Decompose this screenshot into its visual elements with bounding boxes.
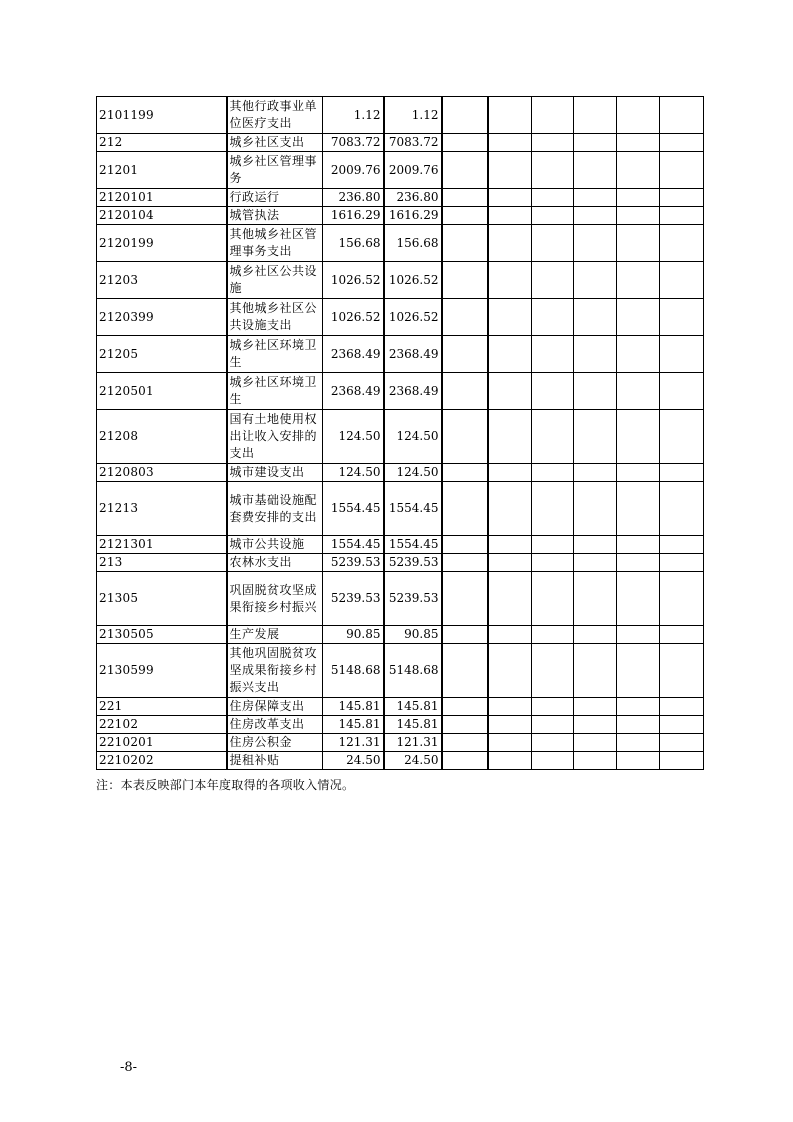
subject-name-cell: 生产发展 — [227, 626, 323, 644]
subject-name-cell: 城乡社区环境卫生 — [227, 373, 323, 410]
general-budget-amount-cell: 124.50 — [384, 410, 442, 464]
empty-cell — [574, 464, 617, 482]
empty-cell — [442, 644, 488, 698]
general-budget-amount-cell: 1026.52 — [384, 262, 442, 299]
empty-cell — [442, 152, 488, 189]
empty-cell — [617, 626, 660, 644]
empty-cell — [574, 752, 617, 770]
empty-cell — [488, 336, 532, 373]
empty-cell — [574, 698, 617, 716]
empty-cell — [617, 572, 660, 626]
table-row — [97, 97, 704, 134]
table-row — [97, 536, 704, 554]
empty-cell — [617, 373, 660, 410]
empty-cell — [532, 572, 574, 626]
table-row — [97, 626, 704, 644]
total-amount-cell: 145.81 — [323, 716, 384, 734]
empty-cell — [660, 626, 704, 644]
subject-code-cell: 21305 — [97, 572, 227, 626]
empty-cell — [617, 97, 660, 134]
empty-cell — [488, 152, 532, 189]
table-row — [97, 189, 704, 207]
empty-cell — [488, 134, 532, 152]
general-budget-amount-cell: 5239.53 — [384, 572, 442, 626]
total-amount-cell: 236.80 — [323, 189, 384, 207]
empty-cell — [488, 536, 532, 554]
subject-name-cell: 住房公积金 — [227, 734, 323, 752]
subject-name-cell: 巩固脱贫攻坚成果衔接乡村振兴 — [227, 572, 323, 626]
general-budget-amount-cell: 90.85 — [384, 626, 442, 644]
empty-cell — [617, 410, 660, 464]
subject-name-cell: 城市基础设施配套费安排的支出 — [227, 482, 323, 536]
general-budget-amount-cell: 145.81 — [384, 716, 442, 734]
empty-cell — [442, 207, 488, 225]
empty-cell — [442, 189, 488, 207]
empty-cell — [488, 752, 532, 770]
empty-cell — [442, 536, 488, 554]
empty-cell — [574, 734, 617, 752]
empty-cell — [442, 482, 488, 536]
empty-cell — [617, 734, 660, 752]
empty-cell — [660, 189, 704, 207]
total-amount-cell: 7083.72 — [323, 134, 384, 152]
empty-cell — [660, 716, 704, 734]
empty-cell — [660, 410, 704, 464]
empty-cell — [660, 336, 704, 373]
empty-cell — [660, 734, 704, 752]
general-budget-amount-cell: 124.50 — [384, 464, 442, 482]
empty-cell — [574, 373, 617, 410]
empty-cell — [617, 644, 660, 698]
table-row — [97, 572, 704, 626]
empty-cell — [660, 644, 704, 698]
empty-cell — [574, 225, 617, 262]
empty-cell — [617, 464, 660, 482]
empty-cell — [442, 262, 488, 299]
empty-cell — [532, 134, 574, 152]
subject-code-cell: 2101199 — [97, 97, 227, 134]
empty-cell — [532, 299, 574, 336]
empty-cell — [532, 554, 574, 572]
empty-cell — [442, 299, 488, 336]
table-row — [97, 752, 704, 770]
empty-cell — [532, 536, 574, 554]
empty-cell — [532, 734, 574, 752]
total-amount-cell: 2368.49 — [323, 373, 384, 410]
subject-code-cell: 2121301 — [97, 536, 227, 554]
general-budget-amount-cell: 1554.45 — [384, 482, 442, 536]
empty-cell — [442, 698, 488, 716]
empty-cell — [532, 626, 574, 644]
table-row — [97, 373, 704, 410]
empty-cell — [442, 336, 488, 373]
subject-name-cell: 城乡社区环境卫生 — [227, 336, 323, 373]
general-budget-amount-cell: 1554.45 — [384, 536, 442, 554]
empty-cell — [442, 752, 488, 770]
subject-name-cell: 城乡社区管理事务 — [227, 152, 323, 189]
table-row — [97, 716, 704, 734]
empty-cell — [488, 464, 532, 482]
subject-code-cell: 213 — [97, 554, 227, 572]
empty-cell — [617, 152, 660, 189]
subject-code-cell: 2120101 — [97, 189, 227, 207]
subject-code-cell: 2120104 — [97, 207, 227, 225]
total-amount-cell: 5148.68 — [323, 644, 384, 698]
general-budget-amount-cell: 24.50 — [384, 752, 442, 770]
total-amount-cell: 156.68 — [323, 225, 384, 262]
empty-cell — [574, 262, 617, 299]
empty-cell — [660, 572, 704, 626]
table-row — [97, 336, 704, 373]
empty-cell — [574, 554, 617, 572]
subject-code-cell: 21205 — [97, 336, 227, 373]
empty-cell — [574, 207, 617, 225]
general-budget-amount-cell: 121.31 — [384, 734, 442, 752]
empty-cell — [532, 262, 574, 299]
table-note: 注：本表反映部门本年度取得的各项收入情况。 — [96, 778, 355, 792]
empty-cell — [574, 97, 617, 134]
empty-cell — [660, 262, 704, 299]
total-amount-cell: 124.50 — [323, 410, 384, 464]
empty-cell — [442, 626, 488, 644]
empty-cell — [574, 644, 617, 698]
empty-cell — [488, 572, 532, 626]
general-budget-amount-cell: 1.12 — [384, 97, 442, 134]
total-amount-cell: 1554.45 — [323, 482, 384, 536]
total-amount-cell: 1616.29 — [323, 207, 384, 225]
table-row — [97, 262, 704, 299]
empty-cell — [532, 336, 574, 373]
general-budget-amount-cell: 2368.49 — [384, 373, 442, 410]
general-budget-amount-cell: 5148.68 — [384, 644, 442, 698]
empty-cell — [532, 189, 574, 207]
subject-code-cell: 2130599 — [97, 644, 227, 698]
total-amount-cell: 145.81 — [323, 698, 384, 716]
subject-code-cell: 2120199 — [97, 225, 227, 262]
empty-cell — [574, 410, 617, 464]
total-amount-cell: 5239.53 — [323, 554, 384, 572]
empty-cell — [488, 716, 532, 734]
subject-name-cell: 其他行政事业单位医疗支出 — [227, 97, 323, 134]
general-budget-amount-cell: 5239.53 — [384, 554, 442, 572]
subject-name-cell: 城市公共设施 — [227, 536, 323, 554]
empty-cell — [617, 225, 660, 262]
empty-cell — [532, 97, 574, 134]
subject-code-cell: 212 — [97, 134, 227, 152]
total-amount-cell: 1554.45 — [323, 536, 384, 554]
total-amount-cell: 1026.52 — [323, 262, 384, 299]
empty-cell — [488, 626, 532, 644]
subject-code-cell: 2130505 — [97, 626, 227, 644]
total-amount-cell: 5239.53 — [323, 572, 384, 626]
general-budget-amount-cell: 1616.29 — [384, 207, 442, 225]
empty-cell — [574, 626, 617, 644]
empty-cell — [488, 410, 532, 464]
subject-code-cell: 221 — [97, 698, 227, 716]
empty-cell — [532, 225, 574, 262]
empty-cell — [660, 752, 704, 770]
subject-name-cell: 城管执法 — [227, 207, 323, 225]
table-row — [97, 554, 704, 572]
empty-cell — [488, 554, 532, 572]
empty-cell — [574, 299, 617, 336]
empty-cell — [617, 554, 660, 572]
table-row — [97, 698, 704, 716]
total-amount-cell: 1.12 — [323, 97, 384, 134]
table-row — [97, 134, 704, 152]
subject-name-cell: 行政运行 — [227, 189, 323, 207]
table-row — [97, 152, 704, 189]
subject-name-cell: 城乡社区支出 — [227, 134, 323, 152]
empty-cell — [442, 134, 488, 152]
subject-code-cell: 2210201 — [97, 734, 227, 752]
subject-name-cell: 其他城乡社区公共设施支出 — [227, 299, 323, 336]
income-table-body — [97, 97, 704, 770]
subject-name-cell: 提租补贴 — [227, 752, 323, 770]
empty-cell — [660, 373, 704, 410]
empty-cell — [574, 336, 617, 373]
empty-cell — [442, 572, 488, 626]
general-budget-amount-cell: 236.80 — [384, 189, 442, 207]
empty-cell — [488, 97, 532, 134]
empty-cell — [532, 716, 574, 734]
subject-name-cell: 城乡社区公共设施 — [227, 262, 323, 299]
empty-cell — [617, 482, 660, 536]
empty-cell — [488, 734, 532, 752]
subject-name-cell: 其他巩固脱贫攻坚成果衔接乡村振兴支出 — [227, 644, 323, 698]
empty-cell — [617, 716, 660, 734]
subject-code-cell: 2120803 — [97, 464, 227, 482]
empty-cell — [574, 572, 617, 626]
table-row — [97, 464, 704, 482]
empty-cell — [532, 152, 574, 189]
table-row — [97, 482, 704, 536]
table-row — [97, 225, 704, 262]
empty-cell — [488, 373, 532, 410]
empty-cell — [660, 554, 704, 572]
empty-cell — [574, 536, 617, 554]
subject-name-cell: 国有土地使用权出让收入安排的支出 — [227, 410, 323, 464]
empty-cell — [617, 336, 660, 373]
empty-cell — [442, 716, 488, 734]
general-budget-amount-cell: 156.68 — [384, 225, 442, 262]
empty-cell — [488, 482, 532, 536]
empty-cell — [532, 207, 574, 225]
page-number: -8- — [120, 1060, 138, 1075]
empty-cell — [617, 698, 660, 716]
empty-cell — [617, 299, 660, 336]
empty-cell — [617, 752, 660, 770]
empty-cell — [442, 225, 488, 262]
subject-name-cell: 住房保障支出 — [227, 698, 323, 716]
empty-cell — [488, 644, 532, 698]
empty-cell — [617, 189, 660, 207]
empty-cell — [660, 464, 704, 482]
subject-code-cell: 2210202 — [97, 752, 227, 770]
empty-cell — [660, 207, 704, 225]
subject-code-cell: 21208 — [97, 410, 227, 464]
empty-cell — [574, 189, 617, 207]
total-amount-cell: 121.31 — [323, 734, 384, 752]
empty-cell — [532, 698, 574, 716]
subject-name-cell: 农林水支出 — [227, 554, 323, 572]
empty-cell — [442, 410, 488, 464]
empty-cell — [660, 225, 704, 262]
empty-cell — [532, 373, 574, 410]
empty-cell — [660, 299, 704, 336]
empty-cell — [660, 134, 704, 152]
empty-cell — [532, 482, 574, 536]
empty-cell — [660, 97, 704, 134]
empty-cell — [660, 698, 704, 716]
empty-cell — [488, 299, 532, 336]
total-amount-cell: 124.50 — [323, 464, 384, 482]
empty-cell — [532, 752, 574, 770]
subject-code-cell: 22102 — [97, 716, 227, 734]
empty-cell — [617, 262, 660, 299]
empty-cell — [488, 262, 532, 299]
empty-cell — [660, 152, 704, 189]
empty-cell — [532, 464, 574, 482]
empty-cell — [442, 734, 488, 752]
empty-cell — [574, 134, 617, 152]
table-row — [97, 299, 704, 336]
empty-cell — [660, 536, 704, 554]
table-row — [97, 644, 704, 698]
subject-code-cell: 21203 — [97, 262, 227, 299]
subject-code-cell: 21201 — [97, 152, 227, 189]
subject-name-cell: 住房改革支出 — [227, 716, 323, 734]
empty-cell — [532, 410, 574, 464]
general-budget-amount-cell: 1026.52 — [384, 299, 442, 336]
empty-cell — [488, 189, 532, 207]
total-amount-cell: 2009.76 — [323, 152, 384, 189]
total-amount-cell: 24.50 — [323, 752, 384, 770]
general-budget-amount-cell: 7083.72 — [384, 134, 442, 152]
empty-cell — [617, 207, 660, 225]
total-amount-cell: 1026.52 — [323, 299, 384, 336]
empty-cell — [442, 373, 488, 410]
empty-cell — [488, 225, 532, 262]
empty-cell — [532, 644, 574, 698]
empty-cell — [442, 464, 488, 482]
subject-name-cell: 其他城乡社区管理事务支出 — [227, 225, 323, 262]
subject-code-cell: 2120399 — [97, 299, 227, 336]
empty-cell — [442, 97, 488, 134]
empty-cell — [442, 554, 488, 572]
empty-cell — [660, 482, 704, 536]
total-amount-cell: 90.85 — [323, 626, 384, 644]
general-budget-amount-cell: 145.81 — [384, 698, 442, 716]
empty-cell — [574, 482, 617, 536]
subject-code-cell: 21213 — [97, 482, 227, 536]
income-table — [96, 96, 704, 770]
general-budget-amount-cell: 2368.49 — [384, 336, 442, 373]
subject-code-cell: 2120501 — [97, 373, 227, 410]
table-row — [97, 207, 704, 225]
empty-cell — [488, 207, 532, 225]
empty-cell — [488, 698, 532, 716]
total-amount-cell: 2368.49 — [323, 336, 384, 373]
general-budget-amount-cell: 2009.76 — [384, 152, 442, 189]
empty-cell — [574, 716, 617, 734]
empty-cell — [574, 152, 617, 189]
table-row — [97, 734, 704, 752]
subject-name-cell: 城市建设支出 — [227, 464, 323, 482]
table-row — [97, 410, 704, 464]
empty-cell — [617, 134, 660, 152]
empty-cell — [617, 536, 660, 554]
